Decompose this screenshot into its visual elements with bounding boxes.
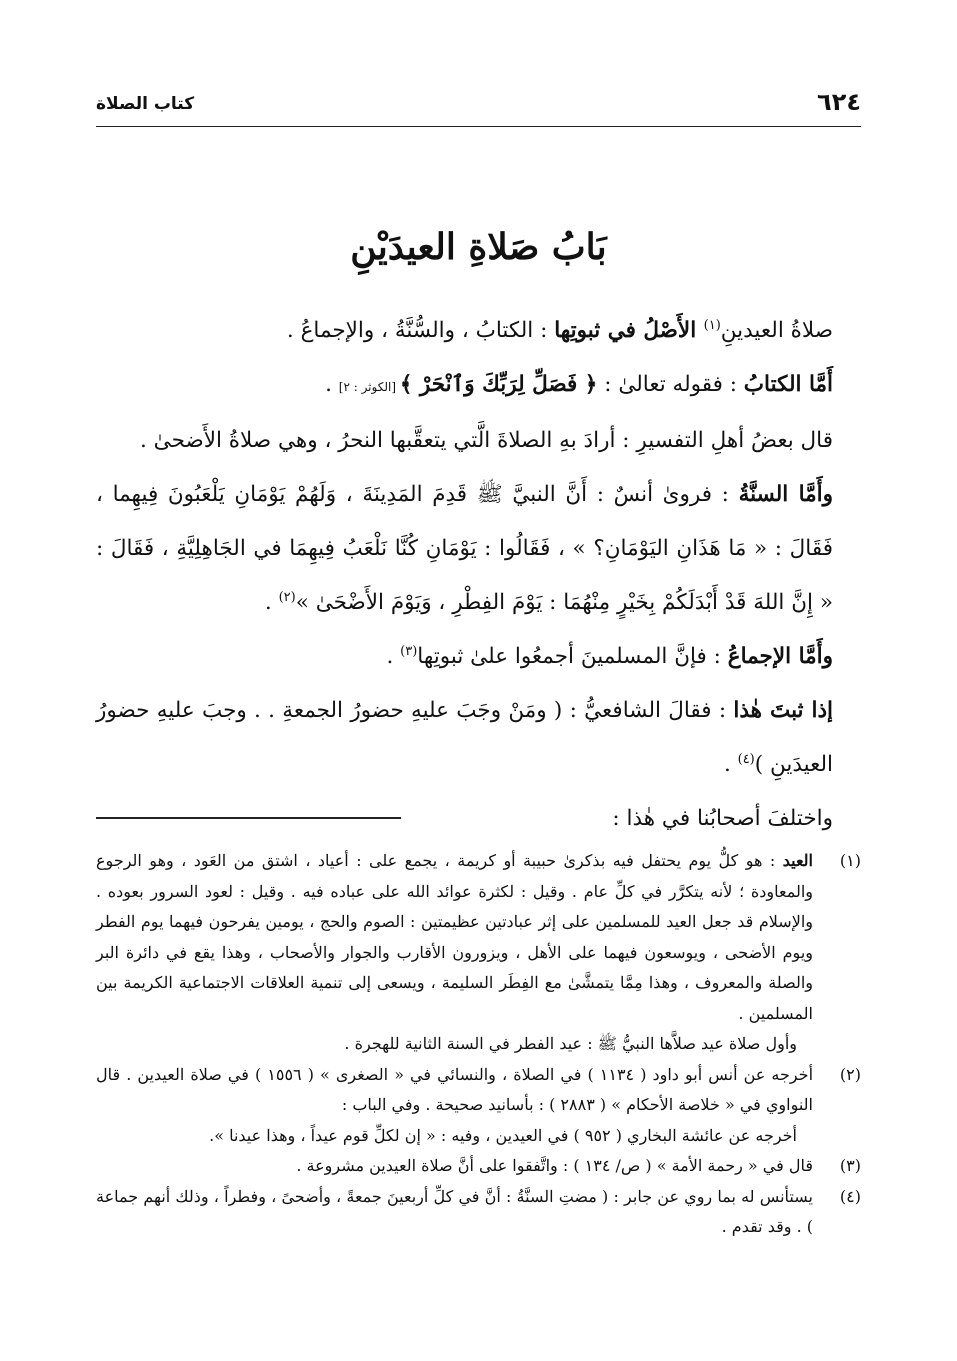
p5-bold: وأَمَّا الإجماعُ <box>727 644 833 669</box>
paragraph-6 <box>96 684 867 792</box>
footnote-text: قال في « رحمة الأمة » ( ص/ ١٣٤ ) : واتَّفقوا على أنَّ صلاة العيدين مشروعة . <box>296 1156 813 1175</box>
paragraph-2 <box>96 358 867 414</box>
footnote-4 <box>96 1182 861 1243</box>
paragraph-7: واختلفَ أصحابُنا في هٰذا : <box>612 806 833 831</box>
paragraph-3: قال بعضُ أهلِ التفسيرِ : أرادَ بهِ الصلاةَ الَّتي يتعقَّبها النحرُ ، وهي صلاةُ الأَضحىٰ . <box>140 428 833 453</box>
footnote-text: : هو كلُّ يوم يحتفل فيه بذكرىٰ حبيبة أو كريمة ، يجمع على : أعياد ، اشتق من العَود ، وهو الرجوع والمعاودة ؛ لأنه يتكرَّر في كلِّ عام . وقيل : لكثرة عوائد الله على عباده فيه . وقيل : لعود السرور بعوده . والإسلام قد جعل العيد للمسلمين على إثر عبادتين عظيمتين : الصوم والحج ، يومين يفرحون فيهما يوم الفطر ويوم الأضحى ، ويوسعون فيهما على الأهل ، ويزورون الأقارب والجوار والأصحاب ، وهذا يقع في دائرة البر والصلة والمعروف ، وهذا مِمَّا يتمشَّىٰ مع الفِطَر السليمة ، ويسعى إلى تنمية العلاقات الاجتماعية الكريمة بين المسلمين . <box>96 851 813 1023</box>
footnote-ref-4[interactable]: (٤) <box>737 751 755 767</box>
header-rule <box>96 126 861 127</box>
page-header <box>96 88 861 124</box>
p2-text: : فقوله تعالىٰ : <box>597 372 744 397</box>
paragraph-5 <box>96 630 867 684</box>
p4-end: . <box>264 590 279 615</box>
footnote-number: (٣) <box>839 1156 861 1175</box>
footnotes <box>96 846 861 1243</box>
footnote-1 <box>96 846 861 1060</box>
footnote-continuation: وأول صلاة عيد صلاَّها النبيُّ ﷺ : عيد الفطر في السنة الثانية للهجرة . <box>344 1034 797 1053</box>
p6-text: : فقالَ الشافعيُّ : ( ومَنْ وجَبَ عليهِ حضورُ الجمعةِ . . وجبَ عليهِ حضورُ العيدَينِ ) <box>96 698 833 777</box>
footnote-ref-3[interactable]: (٣) <box>400 643 418 659</box>
p5-text: : فإنَّ المسلمينَ أجمعُوا علىٰ ثبوتِها <box>417 644 728 669</box>
verse-reference: [الكوثر : ٢] <box>338 380 400 394</box>
paragraph-1 <box>96 304 867 358</box>
page-number: ٦٢٤ <box>817 88 861 116</box>
footnote-term: العيد <box>782 851 813 870</box>
paragraph-4 <box>96 468 867 630</box>
p5-end: . <box>386 644 401 669</box>
footnote-continuation: أخرجه عن عائشة البخاري ( ٩٥٢ ) في العيدين ، وفيه : « إن لكلِّ قوم عيداً ، وهذا عيدنا ». <box>209 1125 797 1145</box>
footnote-text: يستأنس له بما روي عن جابر : ( مضتِ السنَّةُ : أنَّ في كلِّ أربعينَ جمعةً ، وأضحىً ، وفطراً ، وذلك أنهم جماعة ) . وقد تقدم . <box>96 1186 813 1236</box>
footnote-number: (٤) <box>839 1186 861 1206</box>
footnote-3 <box>96 1151 861 1182</box>
footnote-number: (٢) <box>839 1064 861 1084</box>
p6-end: . <box>723 752 738 777</box>
footnote-number: (١) <box>839 851 861 870</box>
p6-bold: إذا ثبتَ هٰذا <box>733 698 834 723</box>
footnote-ref-1[interactable]: (١) <box>703 317 721 333</box>
chapter-title: بَابُ صَلاةِ العيدَيْنِ <box>350 226 607 268</box>
p4-bold: وأَمَّا السنَّةُ <box>738 482 833 507</box>
p2-bold: أَمَّا الكتابُ <box>743 372 833 397</box>
p1-rest: : الكتابُ ، والسُّنَّةُ ، والإجماعُ . <box>286 318 555 343</box>
footnote-ref-2[interactable]: (٢) <box>278 589 296 605</box>
p4-text: : فروىٰ أنسٌ : أَنَّ النبيَّ ﷺ قَدِمَ المَدِينَةَ ، وَلَهُمْ يَوْمَانِ يَلْعَبُونَ فِيهِما ، فَقَالَ : « مَا هَذَانِ اليَوْمَانِ؟ » ، فَقَالُوا : يَوْمَانِ كُنَّا نَلْعَبُ فِيهِمَا في الجَاهِلِيَّةِ ، فَقَالَ : « إِنَّ اللهَ قَدْ أَبْدَلَكُمْ بِخَيْرٍ مِنْهُمَا : يَوْمَ الفِطْرِ ، وَيَوْمَ الأَضْحَىٰ » <box>96 482 833 615</box>
p2-end: . <box>325 372 339 397</box>
running-title: كتاب الصلاة <box>96 94 195 114</box>
footnote-2 <box>96 1060 861 1152</box>
quran-verse: ﴿ فَصَلِّ لِرَبِّكَ وَٱنْحَرْ ﴾ <box>399 372 598 397</box>
p1-text: صلاةُ العيدينِ <box>720 318 833 343</box>
footnote-separator <box>96 817 401 819</box>
footnote-text: أخرجه عن أنس أبو داود ( ١١٣٤ ) في الصلاة ، والنسائي في « الصغرى » ( ١٥٥٦ ) في صلاة العيدين . قال النواوي في « خلاصة الأحكام » ( ٢٨٨٣ ) : بأسانيد صحيحة . وفي الباب : <box>96 1064 814 1114</box>
p1-bold: الأَصْلُ في ثبوتِها <box>554 318 704 343</box>
main-text <box>96 304 867 846</box>
